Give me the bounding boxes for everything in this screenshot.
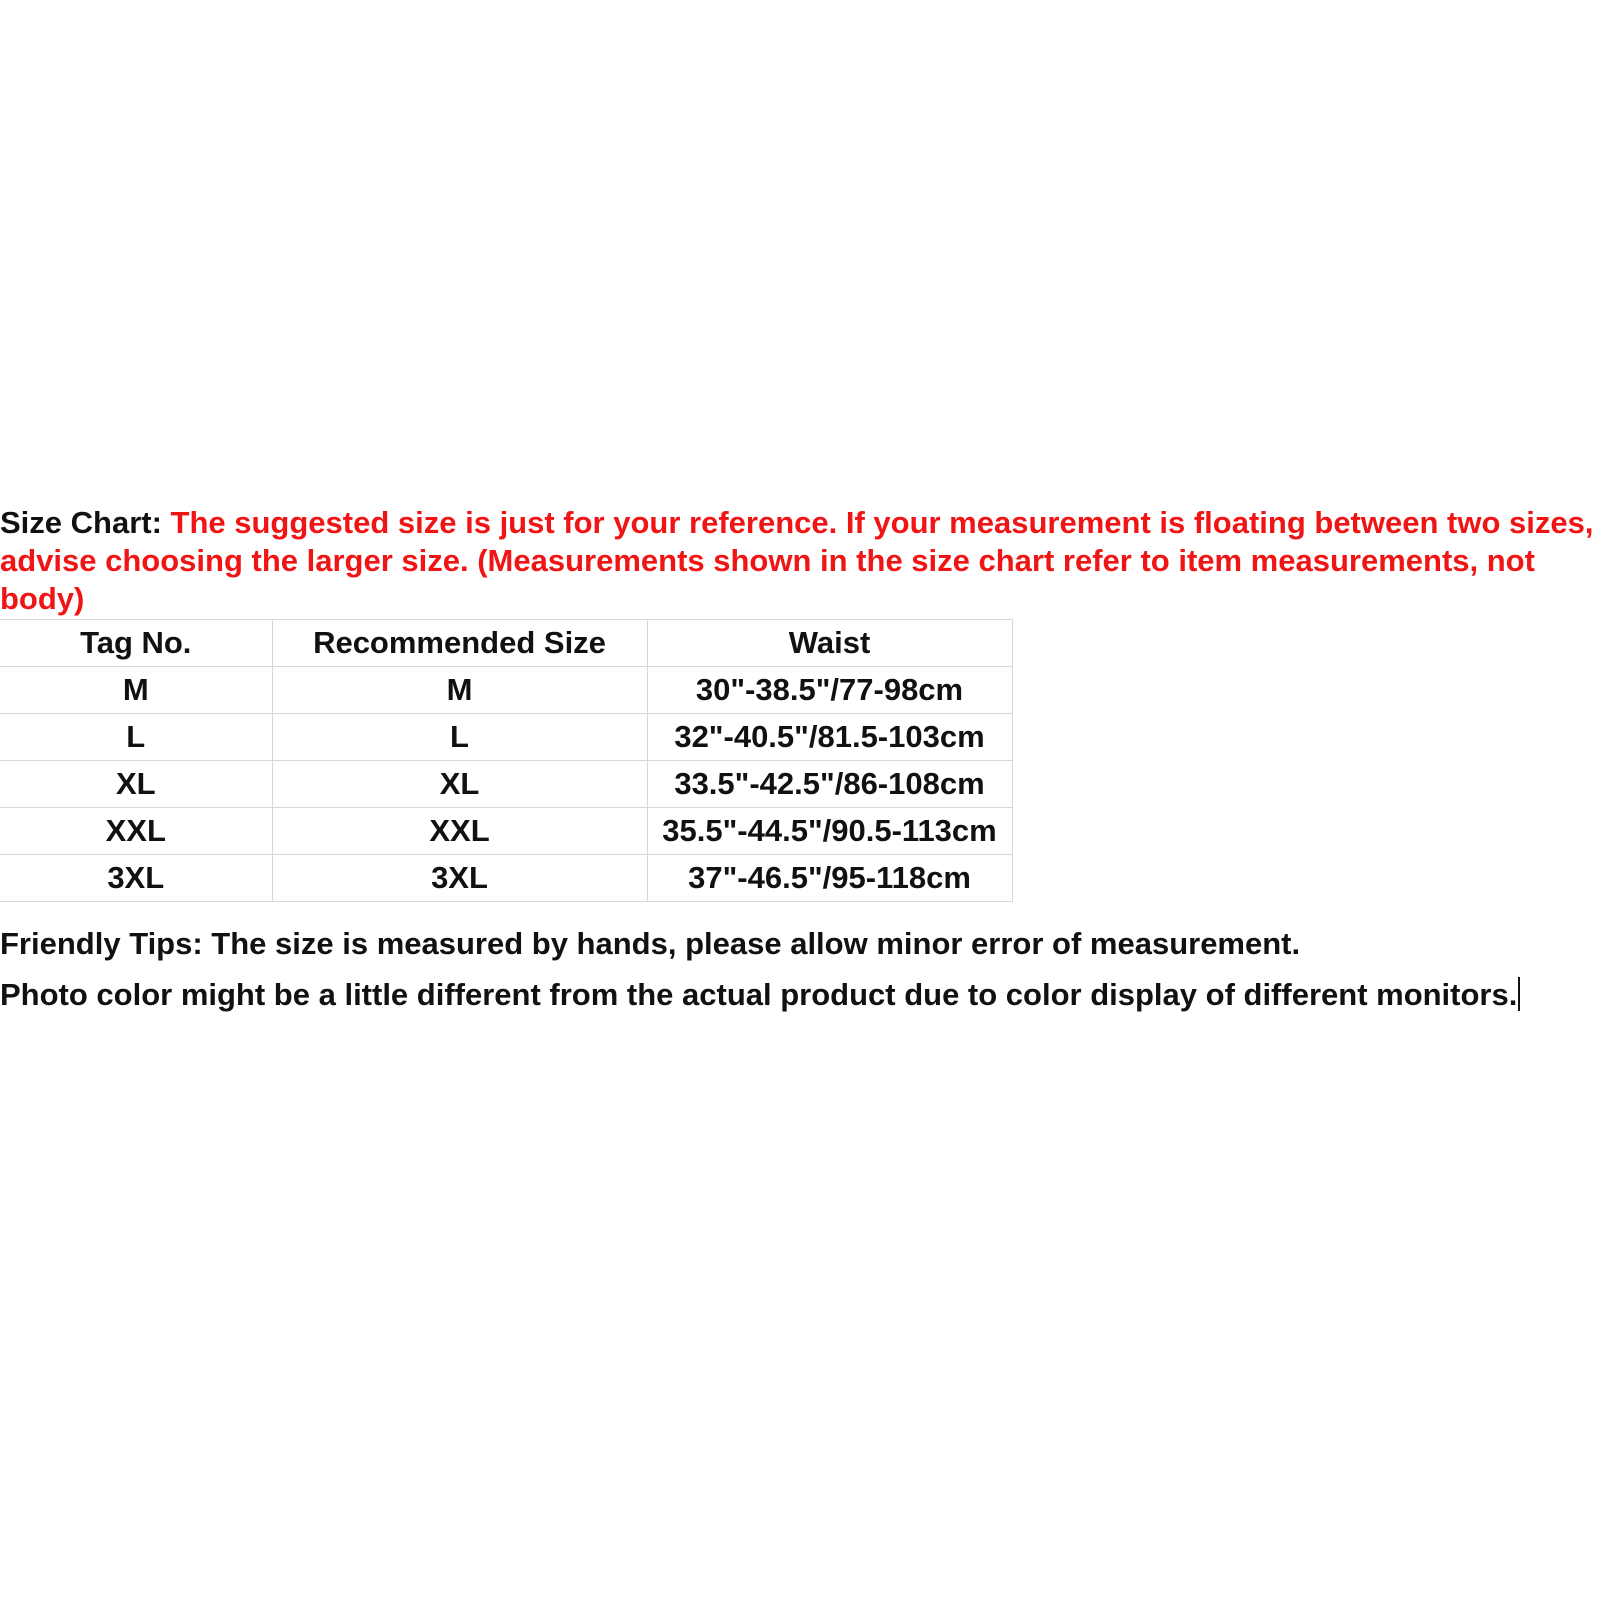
photo-color-note-text: Photo color might be a little different from the actual product due to color display of different monitors. [0,977,1518,1012]
cell-recommended-size: 3XL [272,855,647,902]
cell-tag-no: XXL [0,808,272,855]
cell-waist: 33.5"-42.5"/86-108cm [647,761,1012,808]
table-header-row [0,620,1012,667]
friendly-tips: Friendly Tips: The size is measured by hands, please allow minor error of measurement. [0,926,1301,961]
cell-recommended-size: XXL [272,808,647,855]
size-table [0,619,1013,902]
table-row [0,761,1012,808]
cell-waist: 30"-38.5"/77-98cm [647,667,1012,714]
cell-recommended-size: L [272,714,647,761]
cell-tag-no: 3XL [0,855,272,902]
cell-recommended-size: M [272,667,647,714]
size-chart-note: The suggested size is just for your reference. If your measurement is floating between two sizes, advise choosing the larger size. (Measurements shown in the size chart refer to item measurements, not body) [0,505,1594,616]
cell-waist: 35.5"-44.5"/90.5-113cm [647,808,1012,855]
size-chart-intro [0,504,1601,618]
table-row [0,855,1012,902]
photo-color-note[interactable] [0,976,1601,1014]
table-row [0,667,1012,714]
cell-tag-no: XL [0,761,272,808]
cell-tag-no: M [0,667,272,714]
table-row [0,714,1012,761]
cell-waist: 37"-46.5"/95-118cm [647,855,1012,902]
header-recommended-size: Recommended Size [272,620,647,667]
cell-recommended-size: XL [272,761,647,808]
header-waist: Waist [647,620,1012,667]
cell-waist: 32"-40.5"/81.5-103cm [647,714,1012,761]
text-cursor [1518,977,1520,1011]
size-chart-label: Size Chart: [0,505,171,540]
header-tag-no: Tag No. [0,620,272,667]
table-row [0,808,1012,855]
cell-tag-no: L [0,714,272,761]
